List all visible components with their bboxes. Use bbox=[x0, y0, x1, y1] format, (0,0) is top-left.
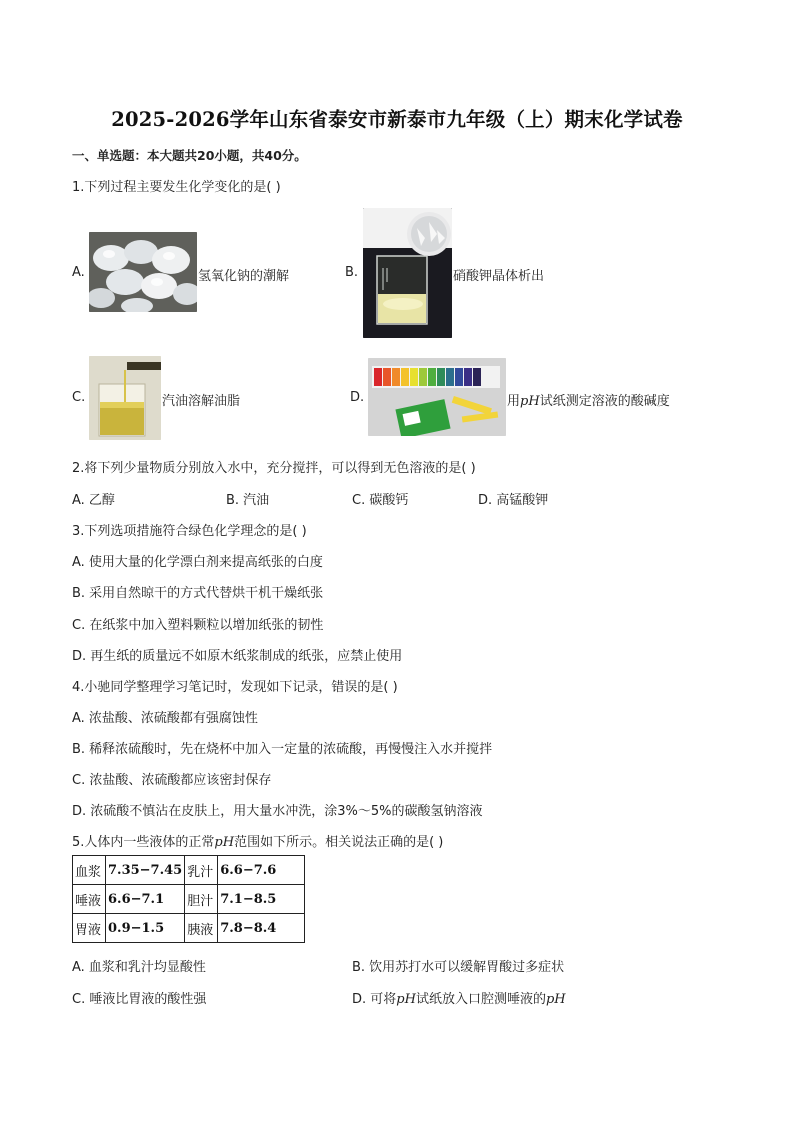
q5-option-d: D. 可将pH试纸放入口腔测唾液的pH bbox=[352, 992, 566, 1007]
question-3-stem: 3.下列选项措施符合绿色化学理念的是( ) bbox=[72, 524, 307, 539]
q5-option-a: A. 血浆和乳汁均显酸性 bbox=[72, 960, 206, 975]
q4-option-c: C. 浓盐酸、浓硫酸都应该密封保存 bbox=[72, 773, 272, 788]
question-4-stem: 4.小驰同学整理学习笔记时，发现如下记录，错误的是( ) bbox=[72, 680, 398, 695]
question-1-stem: 1.下列过程主要发生化学变化的是( ) bbox=[72, 180, 281, 195]
q3-option-a: A. 使用大量的化学漂白剂来提高纸张的白度 bbox=[72, 555, 323, 570]
table-row bbox=[73, 856, 305, 885]
table-cell: 胃液 bbox=[73, 914, 106, 943]
sodium-hydroxide-pellets-image bbox=[89, 232, 197, 312]
table-cell: 唾液 bbox=[73, 885, 106, 914]
table-row bbox=[73, 885, 305, 914]
gasoline-beaker-image bbox=[89, 356, 161, 440]
q4-option-b: B. 稀释浓硫酸时，先在烧杯中加入一定量的浓硫酸，再慢慢注入水并搅拌 bbox=[72, 742, 493, 757]
q1-option-b-letter: B. bbox=[345, 265, 359, 280]
table-cell: 6.6−7.1 bbox=[106, 885, 185, 914]
q1-option-b-text: 硝酸钾晶体析出 bbox=[453, 269, 545, 284]
q1-option-c-letter: C. bbox=[72, 390, 86, 405]
q2-option-b: B. 汽油 bbox=[226, 493, 270, 508]
q5-option-b: B. 饮用苏打水可以缓解胃酸过多症状 bbox=[352, 960, 565, 975]
table-cell: 血浆 bbox=[73, 856, 106, 885]
q1-option-a-text: 氢氧化钠的潮解 bbox=[198, 269, 290, 284]
q2-option-c: C. 碳酸钙 bbox=[352, 493, 409, 508]
q1-option-a-letter: A. bbox=[72, 265, 85, 280]
q3-option-c: C. 在纸浆中加入塑料颗粒以增加纸张的韧性 bbox=[72, 618, 324, 633]
table-cell: 7.1−8.5 bbox=[218, 885, 305, 914]
table-cell: 胆汁 bbox=[185, 885, 218, 914]
table-row bbox=[73, 914, 305, 943]
q3-option-b: B. 采用自然晾干的方式代替烘干机干燥纸张 bbox=[72, 586, 324, 601]
q3-option-d: D. 再生纸的质量远不如原木纸浆制成的纸张，应禁止使用 bbox=[72, 649, 403, 664]
q2-option-d: D. 高锰酸钾 bbox=[478, 493, 549, 508]
q5-option-c: C. 唾液比胃液的酸性强 bbox=[72, 992, 207, 1007]
ph-range-table bbox=[72, 855, 305, 943]
table-cell: 7.8−8.4 bbox=[218, 914, 305, 943]
q2-option-a: A. 乙醇 bbox=[72, 493, 115, 508]
q4-option-d: D. 浓硫酸不慎沾在皮肤上，用大量水冲洗，涂3%～5%的碳酸氢钠溶液 bbox=[72, 804, 483, 819]
table-cell: 乳汁 bbox=[185, 856, 218, 885]
crystallization-beaker-image bbox=[363, 208, 452, 338]
q1-option-c-text: 汽油溶解油脂 bbox=[162, 394, 241, 409]
section-heading: 一、单选题：本大题共20小题，共40分。 bbox=[72, 148, 307, 163]
question-2-stem: 2.将下列少量物质分别放入水中，充分搅拌，可以得到无色溶液的是( ) bbox=[72, 461, 476, 476]
q1-option-d-letter: D. bbox=[350, 390, 365, 405]
q4-option-a: A. 浓盐酸、浓硫酸都有强腐蚀性 bbox=[72, 711, 258, 726]
ph-test-paper-image bbox=[368, 358, 506, 436]
table-cell: 7.35−7.45 bbox=[106, 856, 185, 885]
table-cell: 6.6−7.6 bbox=[218, 856, 305, 885]
table-cell: 胰液 bbox=[185, 914, 218, 943]
question-5-stem: 5.人体内一些液体的正常pH范围如下所示。相关说法正确的是( ) bbox=[72, 835, 444, 850]
table-cell: 0.9−1.5 bbox=[106, 914, 185, 943]
q1-option-d-text: 用pH试纸测定溶液的酸碱度 bbox=[507, 394, 670, 409]
page-title: 2025-2026学年山东省泰安市新泰市九年级（上）期末化学试卷 bbox=[111, 108, 683, 131]
